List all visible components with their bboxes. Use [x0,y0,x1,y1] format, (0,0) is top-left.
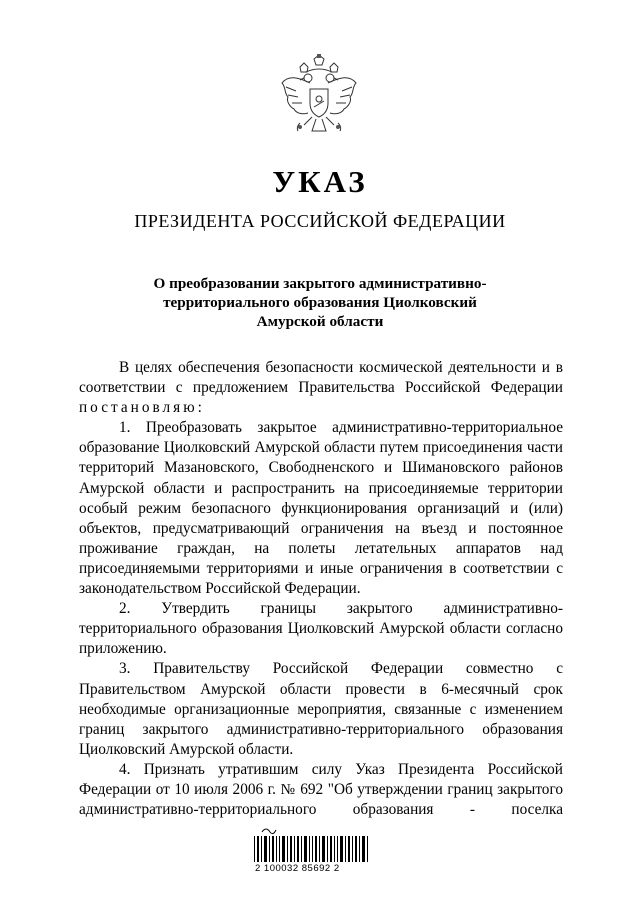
document-subtitle: ПРЕЗИДЕНТА РОССИЙСКОЙ ФЕДЕРАЦИИ [134,211,506,231]
paragraph-4: 4. Признать утратившим силу Указ Президента Российской Федерации от 10 июля 2006 г. № 692 "Об утверждении границ закрытого административно-территориального образования - поселка [79,760,563,819]
coat-of-arms-emblem [278,53,360,145]
decree-word: постановляю: [79,399,205,417]
decree-heading [130,274,510,331]
heading-line-1: О преобразовании закрытого административно- [153,275,487,292]
paragraph-1: 1. Преобразовать закрытое административно-территориальное образование Циолковский Амурской области путем присоединения части территорий Мазановского, Свободненского и Шимановского районов Амурской области и распространить на присоединяемые территории особый режим безопасного функционирования организаций и (или) объектов, предусматривающий ограничения на въезд и постоянное проживание граждан, на полеты летательных аппаратов над присоединяемыми территориями и иные ограничения в соответствии с законодательством Российской Федерации. [79,419,563,598]
barcode-number: 2 100032 85692 2 [255,863,340,874]
decree-body [79,358,563,820]
barcode-icon [252,824,372,864]
heading-line-2: территориального образования Циолковский [163,294,477,311]
document-title: УКАЗ [272,164,368,199]
paragraph-2: 2. Утвердить границы закрытого административно-территориального образования Циолковский Амурской области согласно приложению. [79,600,563,658]
heading-line-3: Амурской области [256,313,384,330]
preamble-paragraph [79,358,563,418]
preamble-text: В целях обеспечения безопасности космической деятельности и в соответствии с предложением Правительства Российской Федерации [79,359,563,397]
paragraph-3: 3. Правительству Российской Федерации совместно с Правительством Амурской области провести в 6-месячный срок необходимые организационные мероприятия, связанные с изменением границ закрытого административно-территориального образования Циолковский Амурской области. [79,660,563,758]
